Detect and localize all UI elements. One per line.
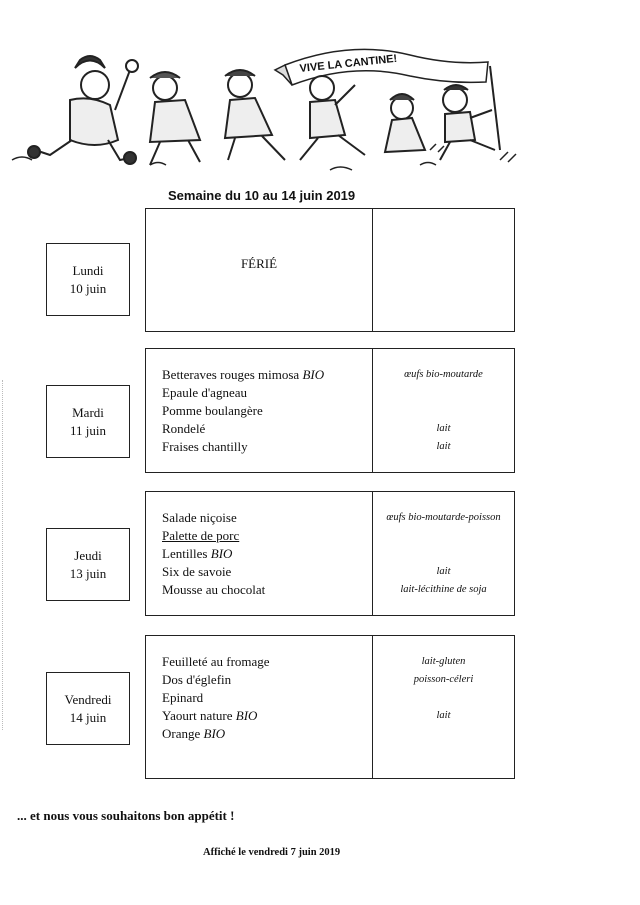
allergen-item: lait-lécithine de soja <box>400 584 487 595</box>
dish-item: Yaourt nature BIO <box>162 708 258 723</box>
cantine-banner-illustration <box>0 0 640 185</box>
dish-item: Fraises chantilly <box>162 439 248 454</box>
footer-wish: ... et nous vous souhaitons bon appétit ! <box>17 808 235 823</box>
allergen-item <box>373 689 514 707</box>
day-label-vendredi: Vendredi 14 juin <box>46 672 130 745</box>
dish-item: Feuilleté au fromage <box>162 654 270 669</box>
dish-item: Six de savoie <box>162 564 232 579</box>
day-label-lundi: Lundi 10 juin <box>46 243 130 316</box>
allergen-item: lait <box>436 423 451 434</box>
allergen-list <box>373 653 514 743</box>
allergen-item <box>373 545 514 563</box>
dish-item: Salade niçoise <box>162 510 237 525</box>
allergen-item: œufs bio-moutarde-poisson <box>386 512 501 523</box>
allergen-item: lait <box>436 710 451 721</box>
allergen-item <box>373 384 514 402</box>
allergen-item: lait-gluten <box>421 656 466 667</box>
dish-list <box>162 509 265 599</box>
allergen-item <box>373 527 514 545</box>
menu-box-mardi <box>145 348 515 473</box>
dish-list <box>162 653 270 743</box>
dish-item: Rondelé <box>162 421 206 436</box>
dish-item: Palette de porc <box>162 528 240 543</box>
dish-item: Betteraves rouges mimosa BIO <box>162 367 325 382</box>
dish-item: Orange BIO <box>162 726 226 741</box>
slogan-text: VIVE LA CANTINE! <box>299 52 398 75</box>
allergen-item: œufs bio-moutarde <box>404 369 483 380</box>
dish-item: Dos d'églefin <box>162 672 232 687</box>
holiday-label: FÉRIÉ <box>240 256 278 271</box>
menu-box-jeudi <box>145 491 515 616</box>
dish-item: Epinard <box>162 690 204 705</box>
day-label-mardi: Mardi 11 juin <box>46 385 130 458</box>
allergen-list <box>373 509 514 599</box>
allergen-item: lait <box>436 566 451 577</box>
dish-item: Pomme boulangère <box>162 403 263 418</box>
dish-item: Lentilles BIO <box>162 546 233 561</box>
dish-list <box>162 366 324 456</box>
allergen-list <box>373 366 514 456</box>
dish-item: Epaule d'agneau <box>162 385 247 400</box>
allergen-item: lait <box>436 441 451 452</box>
scan-margin-dots <box>2 380 4 730</box>
menu-box-vendredi <box>145 635 515 779</box>
allergen-item: poisson-céleri <box>413 674 474 685</box>
day-label-jeudi: Jeudi 13 juin <box>46 528 130 601</box>
dish-item: Mousse au chocolat <box>162 582 266 597</box>
menu-box-lundi <box>145 208 515 332</box>
allergen-item <box>373 402 514 420</box>
allergen-item <box>373 725 514 743</box>
